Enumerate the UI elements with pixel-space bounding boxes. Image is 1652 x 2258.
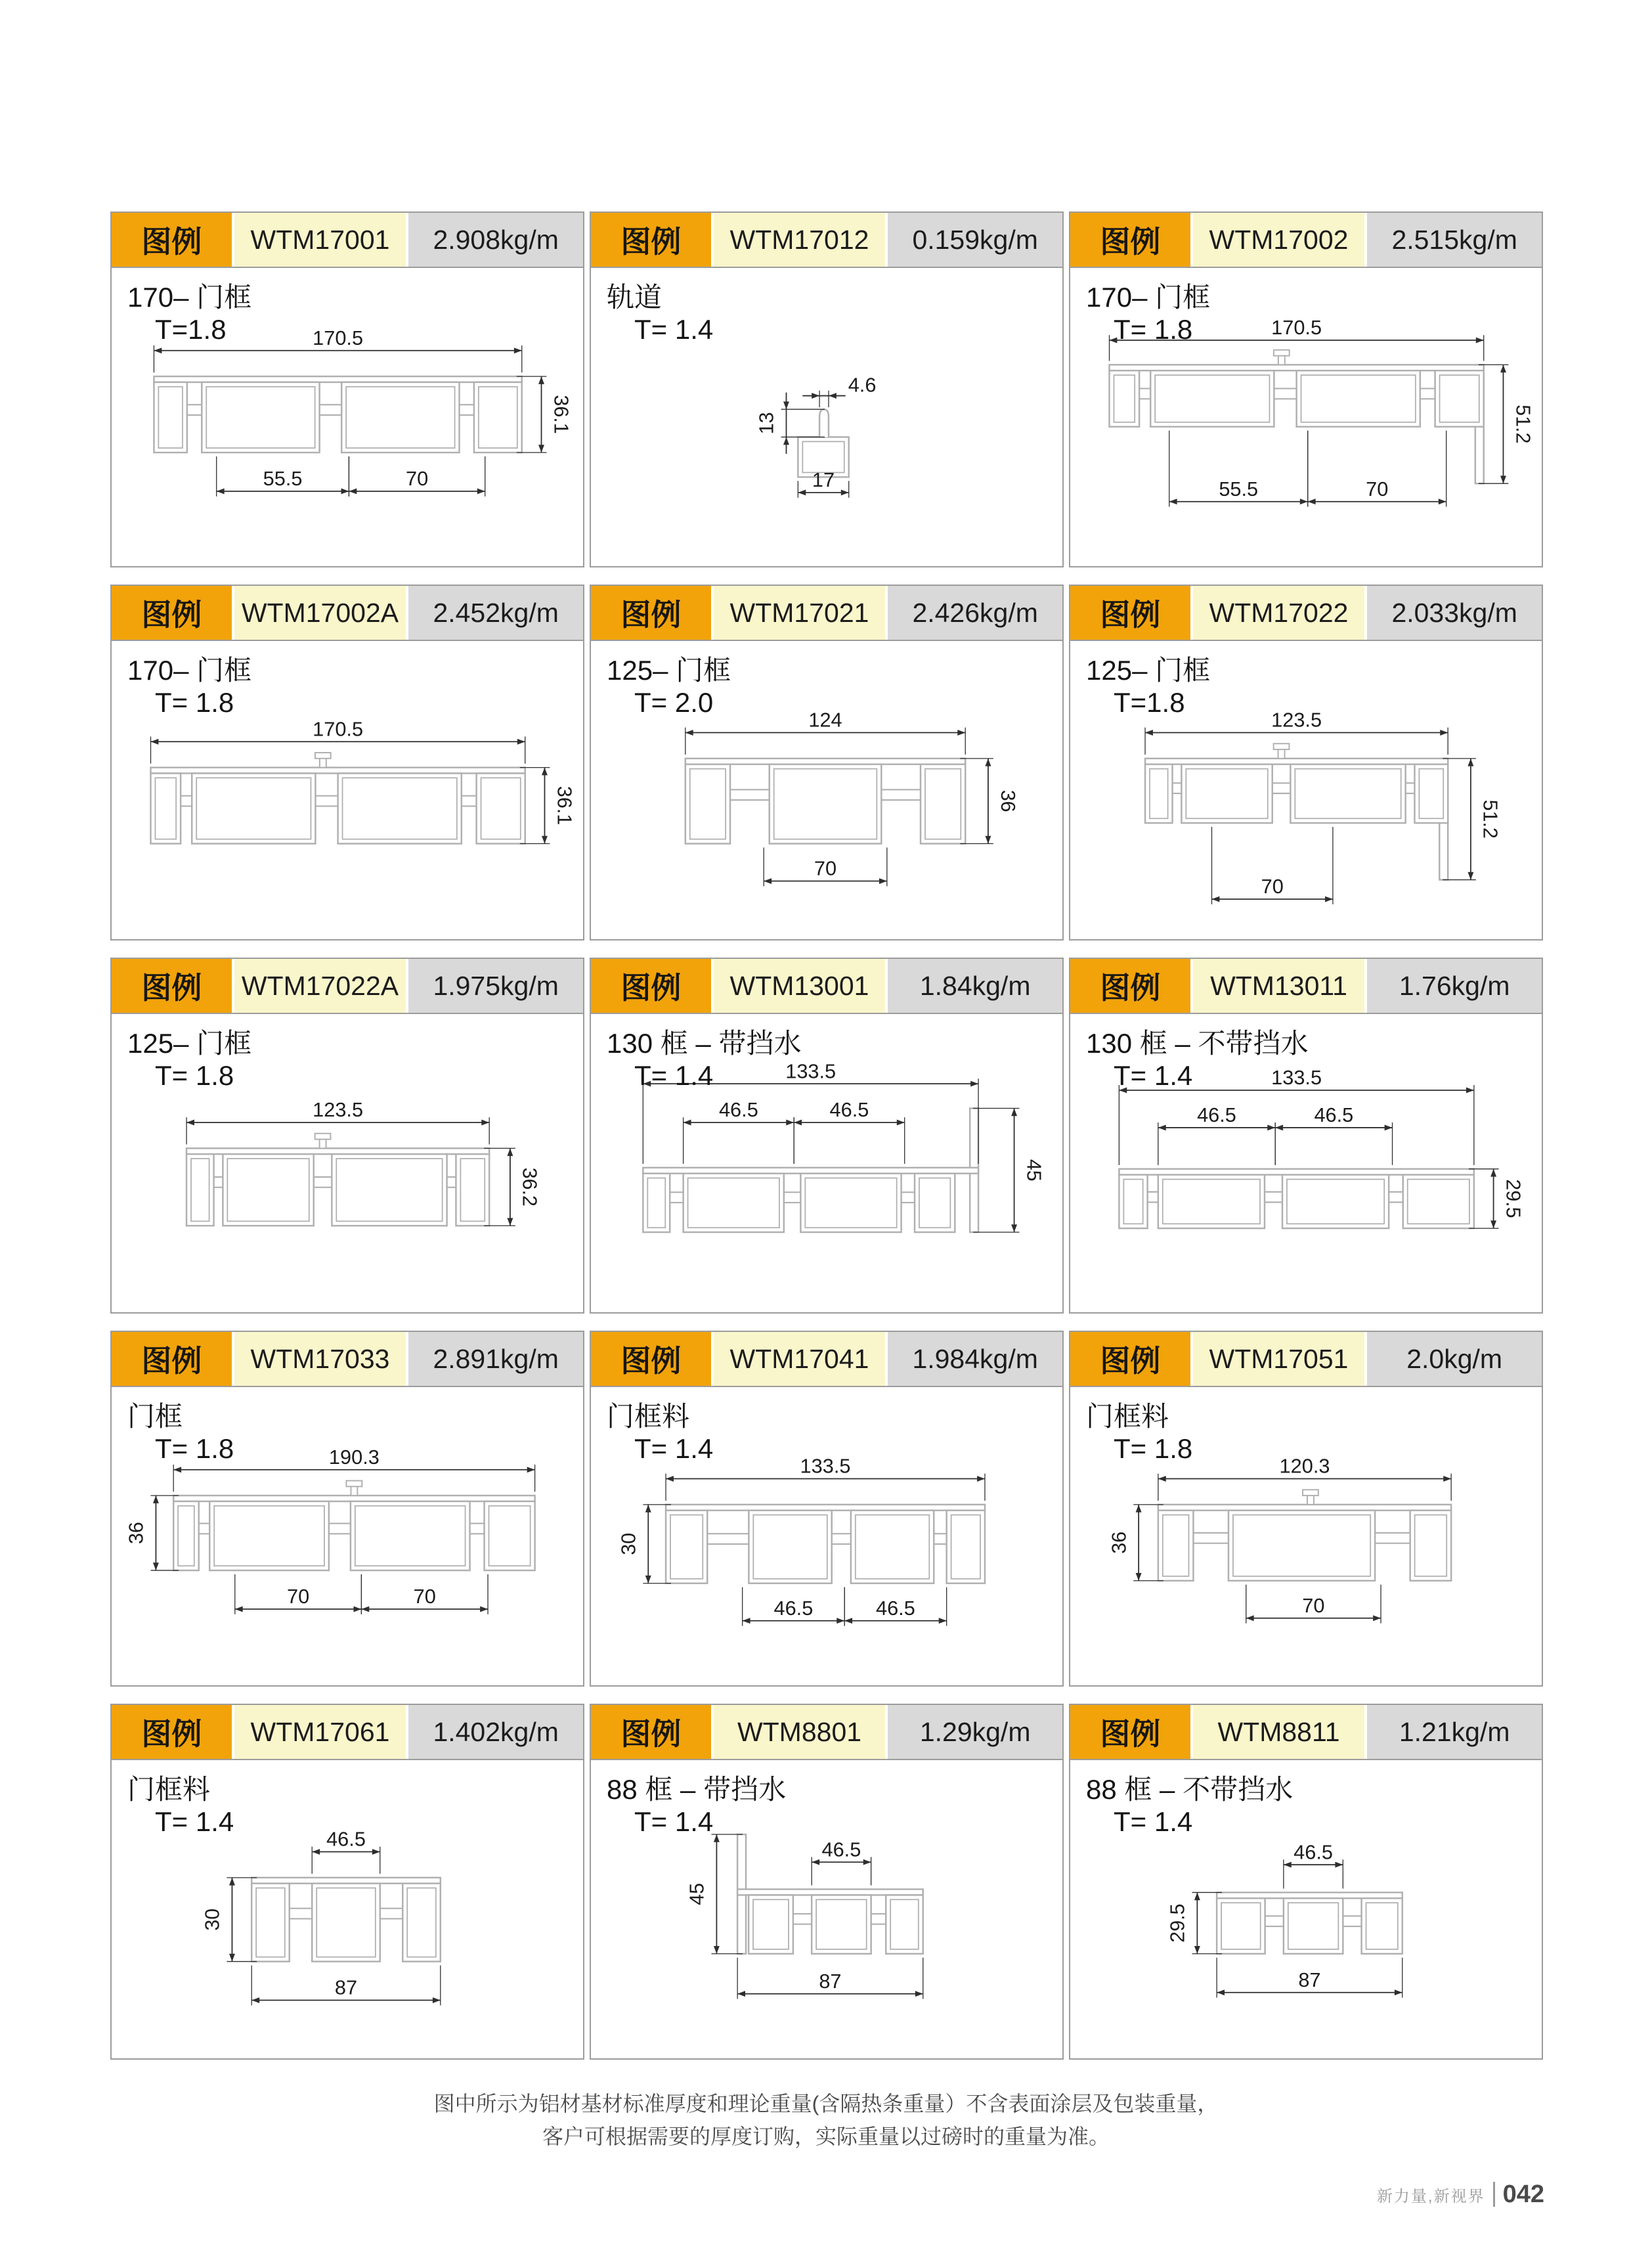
weight-per-meter: 2.908kg/m [408, 213, 583, 267]
cell-header [1070, 1332, 1542, 1387]
legend-badge: 图例 [112, 959, 234, 1013]
dimension-label: 70 [814, 857, 837, 880]
cell-body [591, 641, 1062, 939]
legend-badge: 图例 [591, 213, 714, 267]
cell-header [1070, 213, 1542, 268]
dimension-label: 46.5 [773, 1597, 814, 1620]
weight-per-meter: 2.515kg/m [1367, 213, 1542, 267]
profile-title: 125– 门框 [127, 1028, 252, 1059]
footer-notes [0, 2087, 1652, 2153]
dimension-label: 46.5 [1314, 1104, 1354, 1127]
dimension-label: 46.5 [821, 1838, 861, 1861]
weight-per-meter: 2.452kg/m [408, 586, 583, 640]
profile-cell [590, 1331, 1064, 1687]
cell-body [112, 1014, 583, 1312]
legend-badge: 图例 [1070, 1705, 1193, 1759]
dimension-label: 120.3 [1279, 1455, 1330, 1478]
profile-title: 轨道 [607, 282, 663, 313]
profile-title: 170– 门框 [127, 655, 252, 686]
cell-header [591, 213, 1062, 268]
model-code: WTM17022 [1193, 586, 1368, 640]
model-code: WTM17001 [234, 213, 409, 267]
model-code: WTM17033 [234, 1332, 409, 1386]
model-code: WTM13001 [714, 959, 888, 1013]
dimension-label: 123.5 [1271, 709, 1322, 732]
dimension-label: 87 [334, 1976, 358, 1999]
cell-body [112, 1760, 583, 2058]
dimension-label: 170.5 [1271, 317, 1322, 340]
dimension-label: 70 [1302, 1595, 1325, 1617]
dimension-label: 46.5 [718, 1099, 758, 1122]
model-code: WTM13011 [1193, 959, 1368, 1013]
cell-header [1070, 959, 1542, 1014]
wall-thickness: T=1.8 [155, 314, 227, 345]
profile-cell [1069, 1704, 1543, 2060]
cell-header [591, 586, 1062, 641]
profile-cell [590, 958, 1064, 1314]
profile-cell [1069, 958, 1543, 1314]
dimension-label: 36.1 [553, 786, 576, 826]
cell-body [591, 1387, 1062, 1685]
legend-badge: 图例 [1070, 959, 1193, 1013]
model-code: WTM8811 [1193, 1705, 1368, 1759]
legend-badge: 图例 [591, 1332, 714, 1386]
legend-badge: 图例 [112, 586, 234, 640]
dimension-label: 70 [1261, 875, 1284, 898]
wall-thickness: T= 1.8 [155, 1060, 234, 1091]
dimension-label: 13 [755, 412, 778, 435]
dimension-label: 36 [125, 1522, 148, 1545]
profile-title: 门框料 [127, 1774, 211, 1805]
dimension-label: 190.3 [328, 1446, 380, 1469]
cell-body [591, 268, 1062, 566]
dimension-label: 70 [413, 1585, 436, 1608]
dimension-label: 46.5 [1197, 1104, 1236, 1127]
dimension-label: 29.5 [1166, 1903, 1189, 1943]
dimension-label: 170.5 [313, 718, 364, 741]
weight-per-meter: 1.76kg/m [1367, 959, 1542, 1013]
wall-thickness: T= 1.4 [634, 1060, 714, 1091]
dimension-label: 133.5 [1271, 1067, 1322, 1090]
cell-header [591, 1705, 1062, 1760]
weight-per-meter: 1.29kg/m [888, 1705, 1062, 1759]
model-code: WTM17022A [234, 959, 409, 1013]
dimension-label: 123.5 [313, 1099, 364, 1122]
model-code: WTM17012 [714, 213, 888, 267]
profile-cell [110, 958, 584, 1314]
profile-cell [110, 1704, 584, 2060]
profile-title: 88 框 – 不带挡水 [1086, 1774, 1293, 1805]
dimension-label: 46.5 [876, 1597, 915, 1620]
dimension-label: 46.5 [829, 1099, 869, 1122]
profile-title: 门框料 [1086, 1401, 1169, 1432]
model-code: WTM17041 [714, 1332, 888, 1386]
profile-cell [590, 1704, 1064, 2060]
dimension-label: 51.2 [1511, 405, 1534, 444]
dimension-label: 55.5 [1219, 477, 1259, 500]
dimension-label: 70 [405, 468, 429, 491]
dimension-label: 29.5 [1502, 1179, 1525, 1218]
dimension-label: 45 [685, 1882, 708, 1905]
cell-header [1070, 1705, 1542, 1760]
page-footer [1377, 2182, 1544, 2207]
model-code: WTM17061 [234, 1705, 409, 1759]
profile-grid [110, 211, 1543, 2060]
cell-header [591, 1332, 1062, 1387]
legend-badge: 图例 [112, 1332, 234, 1386]
wall-thickness: T= 1.8 [1114, 314, 1193, 345]
dimension-label: 4.6 [848, 374, 877, 397]
wall-thickness: T=1.8 [1114, 687, 1185, 718]
legend-badge: 图例 [591, 586, 714, 640]
legend-badge: 图例 [591, 1705, 714, 1759]
dimension-label: 30 [617, 1532, 640, 1555]
model-code: WTM17002A [234, 586, 409, 640]
profile-title: 130 框 – 不带挡水 [1086, 1028, 1309, 1059]
dimension-label: 36 [996, 789, 1019, 812]
wall-thickness: T= 1.4 [634, 1433, 714, 1464]
weight-per-meter: 1.975kg/m [408, 959, 583, 1013]
cell-body [591, 1760, 1062, 2058]
profile-cell [1069, 585, 1543, 941]
profile-cell [110, 585, 584, 941]
footer-note-line2: 客户可根据需要的厚度订购，实际重量以过磅时的重量为准。 [542, 2125, 1110, 2148]
profile-title: 125– 门框 [1086, 655, 1211, 686]
model-code: WTM17051 [1193, 1332, 1368, 1386]
wall-thickness: T= 1.4 [1114, 1060, 1193, 1091]
weight-per-meter: 2.891kg/m [408, 1332, 583, 1386]
cell-header [112, 1332, 583, 1387]
dimension-label: 46.5 [326, 1828, 366, 1851]
weight-per-meter: 2.033kg/m [1367, 586, 1542, 640]
legend-badge: 图例 [1070, 213, 1193, 267]
profile-cell [110, 1331, 584, 1687]
footer-note-line1: 图中所示为铝材基材标准厚度和理论重量(含隔热条重量）不含表面涂层及包装重量， [433, 2092, 1219, 2115]
legend-badge: 图例 [1070, 586, 1193, 640]
legend-badge: 图例 [591, 959, 714, 1013]
dimension-label: 46.5 [1293, 1841, 1334, 1864]
model-code: WTM17002 [1193, 213, 1368, 267]
weight-per-meter: 1.84kg/m [888, 959, 1062, 1013]
dimension-label: 133.5 [785, 1060, 837, 1083]
weight-per-meter: 2.0kg/m [1367, 1332, 1542, 1386]
profile-title: 125– 门框 [607, 655, 731, 686]
dimension-label: 36 [1108, 1531, 1131, 1554]
wall-thickness: T= 2.0 [634, 687, 714, 718]
wall-thickness: T= 1.8 [155, 1433, 234, 1464]
page-number: 042 [1493, 2182, 1544, 2207]
profile-cell [110, 211, 584, 567]
legend-badge: 图例 [112, 213, 234, 267]
wall-thickness: T= 1.8 [1114, 1433, 1193, 1464]
cell-body [1070, 1014, 1542, 1312]
cell-header [112, 959, 583, 1014]
cell-body [1070, 1387, 1542, 1685]
cell-body [1070, 268, 1542, 566]
weight-per-meter: 0.159kg/m [888, 213, 1062, 267]
cell-header [591, 959, 1062, 1014]
cell-body [1070, 641, 1542, 939]
wall-thickness: T= 1.8 [155, 687, 234, 718]
dimension-label: 45 [1022, 1159, 1045, 1182]
cell-header [112, 1705, 583, 1760]
dimension-label: 70 [287, 1585, 310, 1608]
brand-text: 新力量,新视界 [1376, 2187, 1485, 2205]
weight-per-meter: 2.426kg/m [888, 586, 1062, 640]
dimension-label: 70 [1366, 477, 1389, 500]
profile-title: 门框 [127, 1401, 183, 1432]
weight-per-meter: 1.984kg/m [888, 1332, 1062, 1386]
legend-badge: 图例 [1070, 1332, 1193, 1386]
weight-per-meter: 1.21kg/m [1367, 1705, 1542, 1759]
model-code: WTM17021 [714, 586, 888, 640]
legend-badge: 图例 [112, 1705, 234, 1759]
dimension-label: 87 [1298, 1969, 1321, 1991]
profile-cell [590, 211, 1064, 567]
model-code: WTM8801 [714, 1705, 888, 1759]
cell-header [112, 586, 583, 641]
dimension-label: 55.5 [263, 468, 303, 491]
dimension-label: 36.1 [550, 395, 573, 434]
profile-cell [1069, 211, 1543, 567]
wall-thickness: T= 1.4 [1114, 1806, 1193, 1837]
cell-header [1070, 586, 1542, 641]
cell-header [112, 213, 583, 268]
dimension-label: 51.2 [1479, 799, 1502, 839]
weight-per-meter: 1.402kg/m [408, 1705, 583, 1759]
dimension-label: 87 [819, 1970, 842, 1993]
profile-title: 130 框 – 带挡水 [607, 1028, 802, 1059]
wall-thickness: T= 1.4 [155, 1806, 234, 1837]
dimension-label: 36.2 [518, 1167, 541, 1206]
dimension-label: 17 [812, 469, 835, 492]
dimension-label: 133.5 [800, 1455, 851, 1478]
profile-title: 170– 门框 [127, 282, 252, 313]
dimension-label: 30 [201, 1908, 224, 1931]
dimension-label: 124 [808, 709, 842, 732]
wall-thickness: T= 1.4 [634, 1806, 714, 1837]
cell-body [1070, 1760, 1542, 2058]
profile-title: 门框料 [607, 1401, 690, 1432]
cell-body [591, 1014, 1062, 1312]
profile-title: 170– 门框 [1086, 282, 1211, 313]
cell-body [112, 1387, 583, 1685]
cell-body [112, 641, 583, 939]
wall-thickness: T= 1.4 [634, 314, 714, 345]
dimension-label: 170.5 [313, 327, 364, 349]
cell-body [112, 268, 583, 566]
profile-cell [1069, 1331, 1543, 1687]
profile-cell [590, 585, 1064, 941]
profile-title: 88 框 – 带挡水 [607, 1774, 787, 1805]
